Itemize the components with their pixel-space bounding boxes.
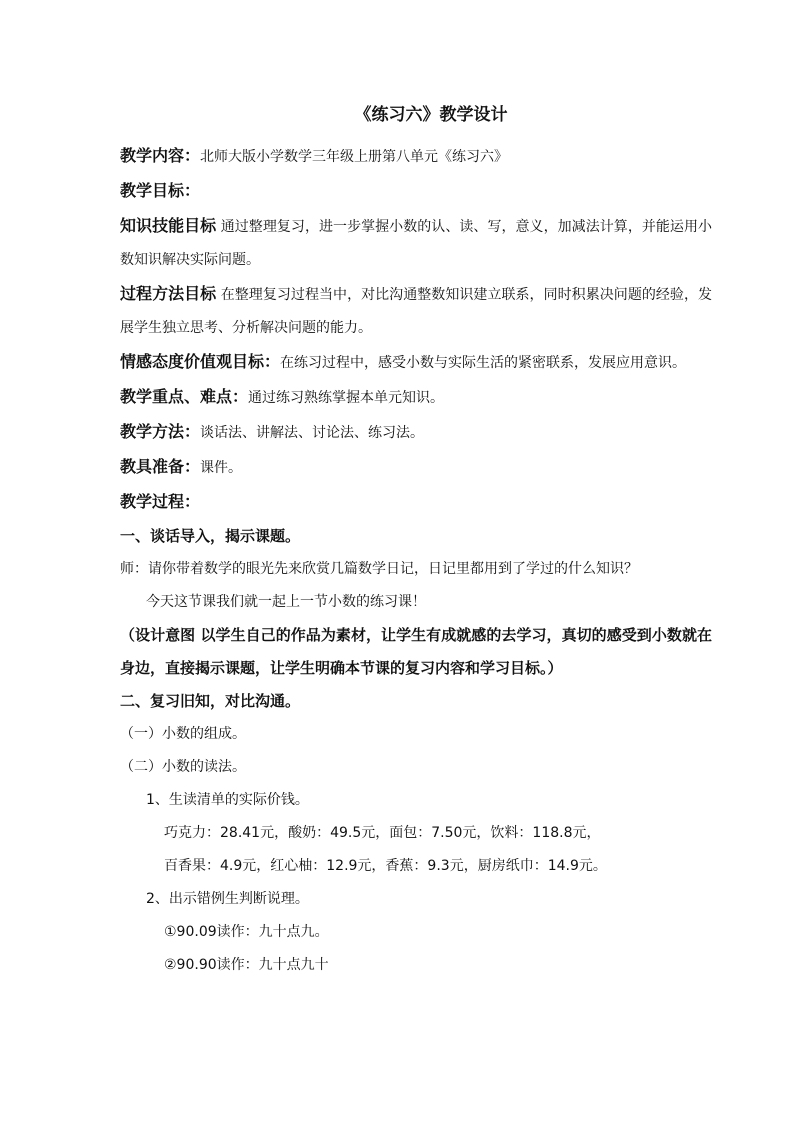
process-goal-label: 过程方法目标 (120, 284, 217, 303)
section-two-heading: 二、复习旧知，对比沟通。 (120, 692, 301, 710)
teaching-tools-text: 课件。 (200, 460, 243, 476)
teaching-process-label: 教学过程： (120, 492, 201, 511)
knowledge-goal (120, 209, 712, 277)
knowledge-goal-label: 知识技能目标 (120, 216, 217, 235)
error-example-two: ②90.90读作：九十点九十 (164, 957, 329, 973)
teaching-process-heading (120, 485, 712, 520)
key-points (120, 380, 712, 415)
teaching-tools (120, 450, 712, 485)
teaching-method-text: 谈话法、讲解法、讨论法、练习法。 (200, 425, 425, 441)
teacher-line: 师：请你带着数学的眼光先来欣赏几篇数学日记，日记里都用到了学过的什么知识？ (120, 561, 638, 577)
today-line: 今天这节课我们就一起上一节小数的练习课！ (146, 594, 426, 610)
teaching-content (120, 139, 712, 174)
prices-line-one: 巧克力：28.41元，酸奶：49.5元，面包：7.50元，饮料：118.8元， (164, 825, 601, 841)
teaching-method (120, 415, 712, 450)
emotion-goal (120, 345, 712, 380)
teaching-goals-heading (120, 174, 712, 209)
teaching-content-text: 北师大版小学数学三年级上册第八单元《练习六》 (200, 149, 509, 165)
key-points-text: 通过练习熟练掌握本单元知识。 (248, 390, 445, 406)
teaching-content-label: 教学内容： (120, 146, 201, 165)
subsection-two: （二）小数的读法。 (120, 759, 246, 775)
design-intent-note: （设计意图 以学生自己的作品为素材，让学生有成就感的去学习，真切的感受到小数就在身边，直接揭示课题，让学生明确本节课的复习内容和学习目标。） (120, 626, 712, 677)
teaching-tools-label: 教具准备： (120, 457, 201, 476)
process-goal (120, 277, 712, 345)
item-two: 2、出示错例生判断说理。 (146, 891, 309, 907)
item-one: 1、生读清单的实际价钱。 (146, 792, 309, 808)
process-goal-text: 在整理复习过程当中，对比沟通整数知识建立联系，同时积累决问题的经验，发展学生独立思考、分析解决问题的能力。 (120, 287, 713, 336)
document-title: 《练习六》教学设计 (354, 105, 508, 125)
emotion-goal-label: 情感态度价值观目标： (120, 352, 281, 371)
knowledge-goal-text: 通过整理复习，进一步掌握小数的认、读、写，意义，加减法计算，并能运用小数知识解决实际问题。 (120, 219, 713, 268)
key-points-label: 教学重点、难点： (120, 387, 249, 406)
teaching-goals-label: 教学目标： (120, 181, 201, 200)
error-example-one: ①90.09读作：九十点九。 (164, 924, 329, 940)
emotion-goal-text: 在练习过程中，感受小数与实际生活的紧密联系，发展应用意识。 (280, 355, 687, 371)
subsection-one: （一）小数的组成。 (120, 726, 246, 742)
prices-line-two: 百香果：4.9元，红心柚：12.9元，香蕉：9.3元，厨房纸巾：14.9元。 (164, 858, 607, 874)
teaching-method-label: 教学方法： (120, 422, 201, 441)
section-one-heading: 一、谈话导入，揭示课题。 (120, 527, 301, 545)
document-body (120, 104, 712, 982)
